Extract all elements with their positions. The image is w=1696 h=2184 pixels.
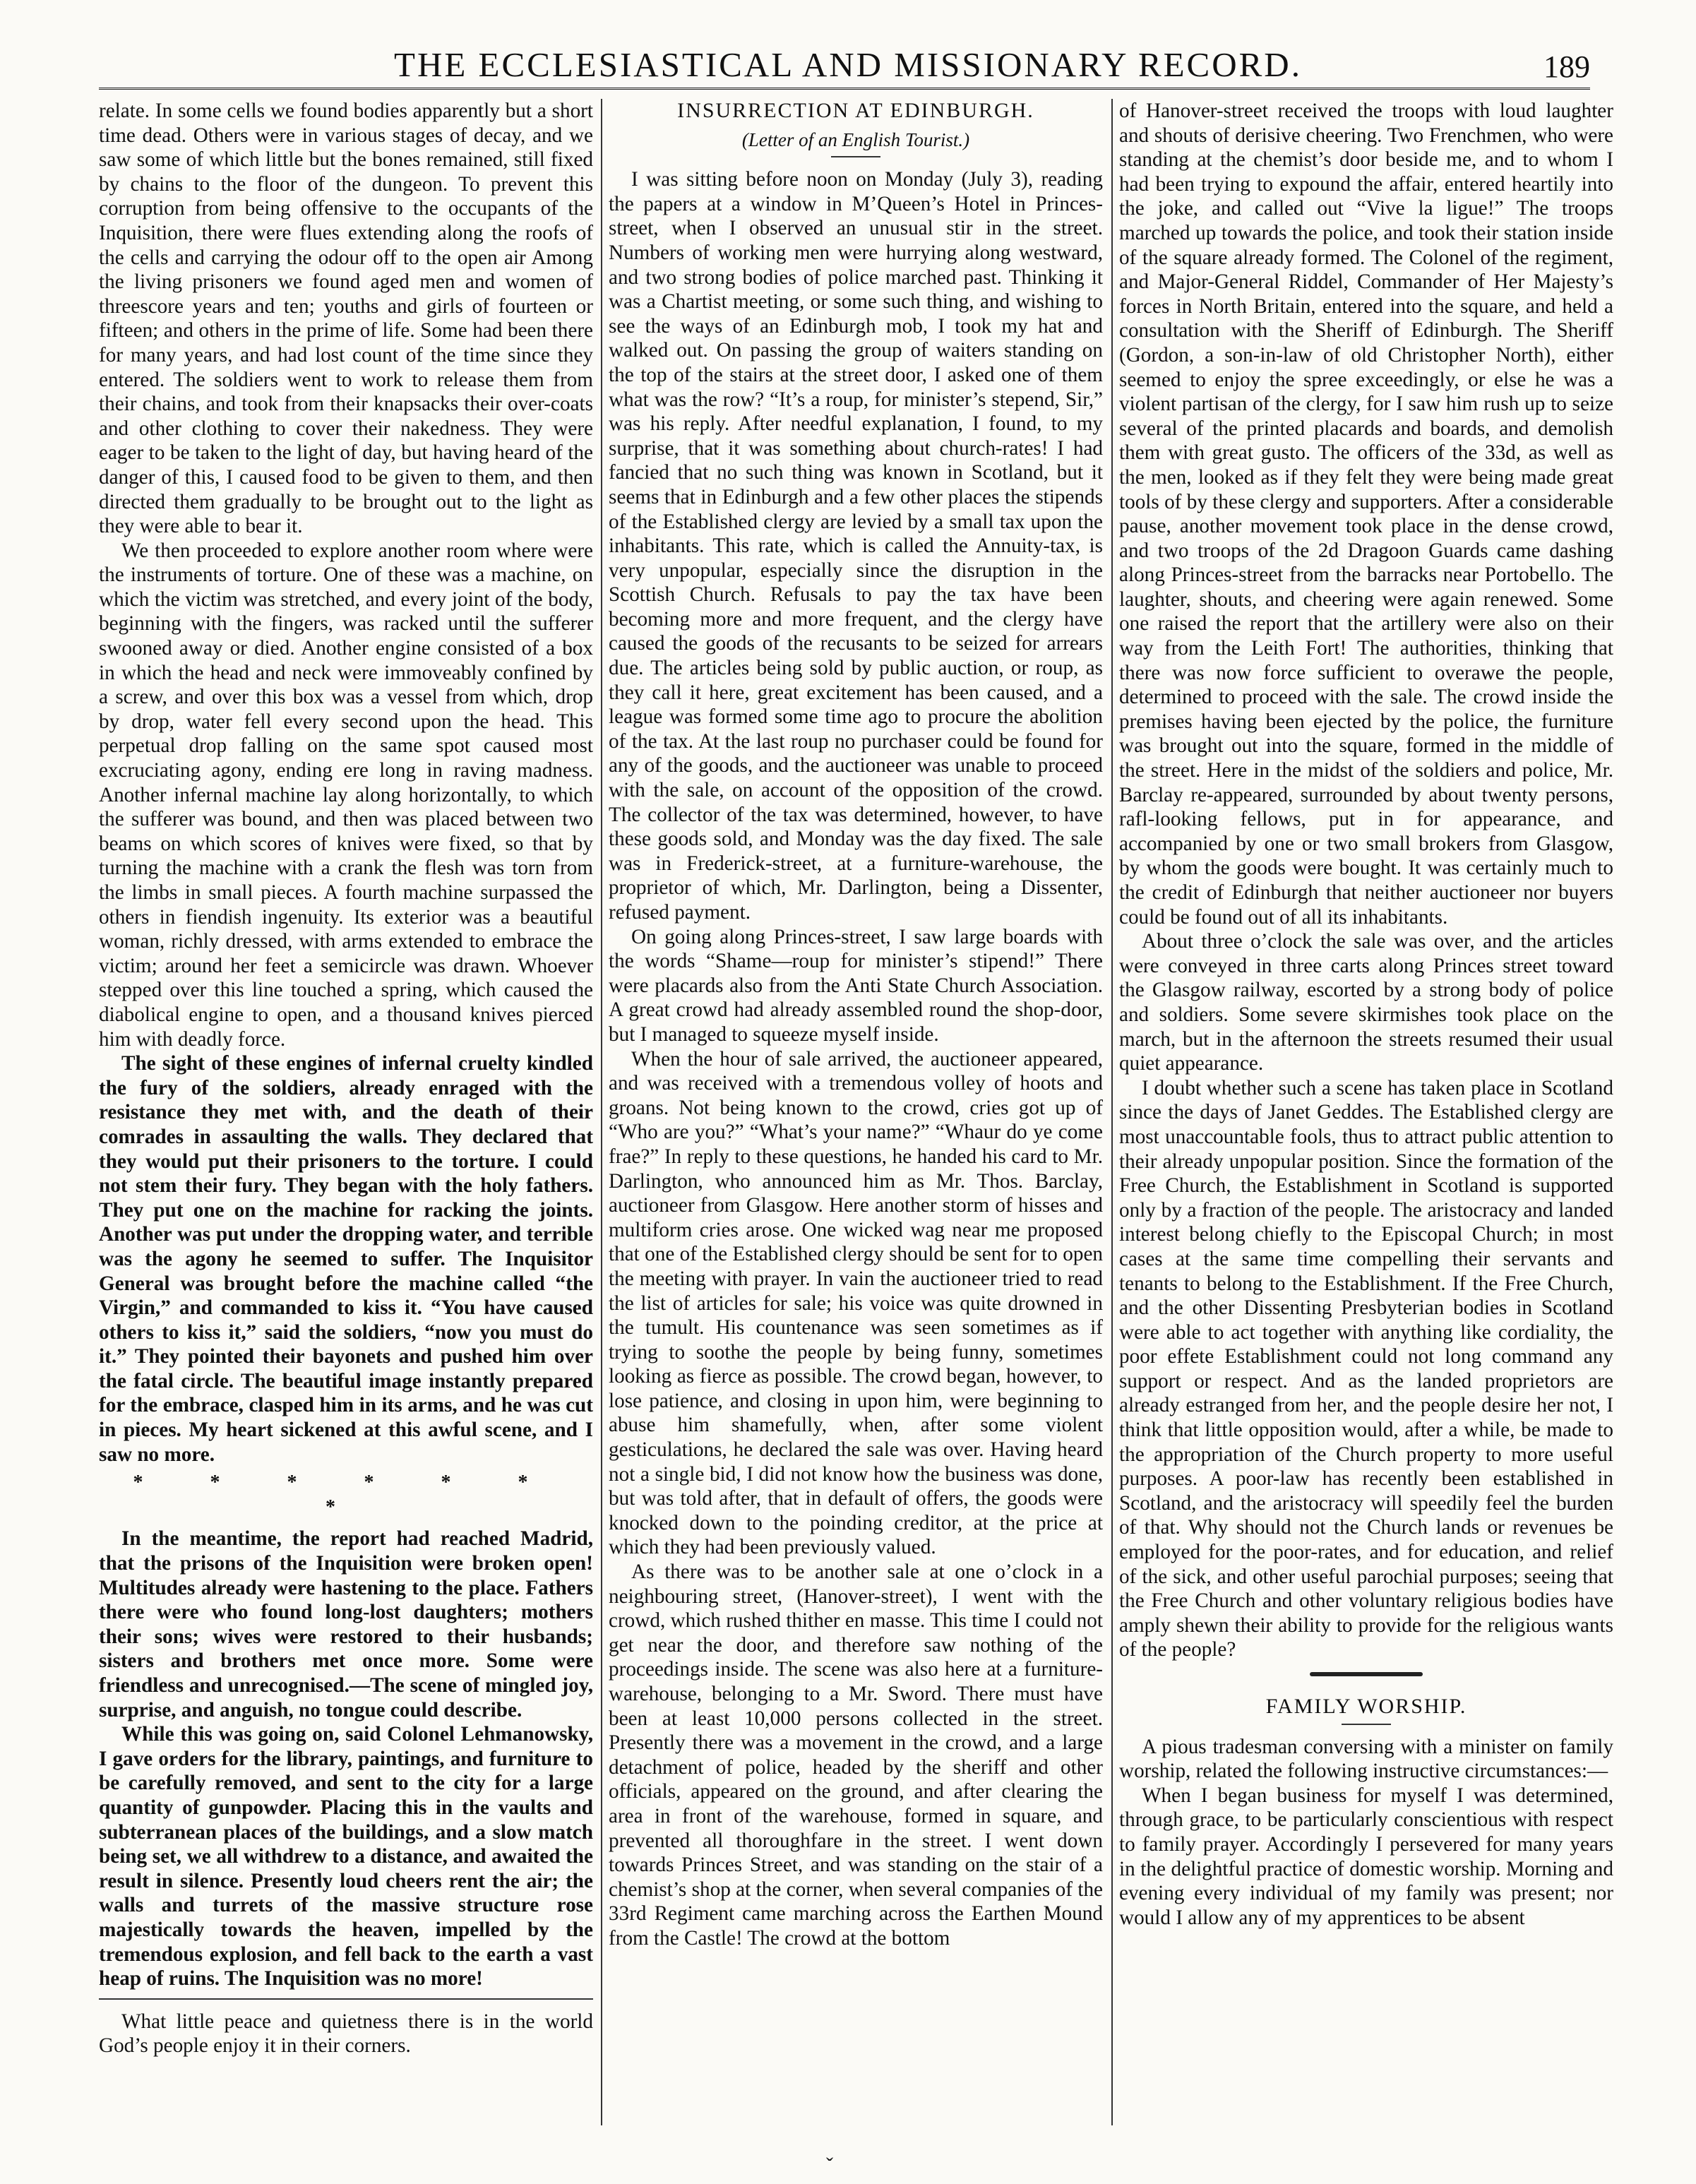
paragraph: I was sitting before noon on Monday (July 3), reading the papers at a window in M’Queen’s Hotel in Princes-street, when I observed an unusual stir in the street. Numbers of working men were hurrying along westward, and two strong bodies of police marched past. Thinking it was a Chartist meeting, or some such thing, and wishing to see the ways of an Edinburgh mob, I took my hat and walked out. On passing the group of waiters standing on the top of the stairs at the street door, I asked one of them what was the row? “It’s a roup, for minister’s stepend, Sir,” was his reply. After needful explanation, I found, to my surprise, that it was something about church-rates! I had fancied that no such thing was known in Scotland, but it seems that in Edinburgh and a few other places the stipends of the Established clergy are levied by a small tax upon the inhabitants. This rate, which is called the Annuity-tax, is very unpopular, especially since the disruption in the Scottish Church. Refusals to pay the tax have been becoming more and more frequent, and the clergy have caused the goods of the recusants to be seized for arrears due. The articles being sold by public auction, or roup, as they call it here, great excitement has been caused, and a league was formed some time ago to procure the abolition of the tax. At the last roup no purchaser could be found for any of the goods, and the auctioneer was unable to proceed with the sale, on account of the opposition of the crowd. The collector of the tax was determined, however, to have these goods sold, and Monday was the day fixed. The sale was in Frederick-street, at a furniture-warehouse, the proprietor of which, Mr. Darlington, being a Dissenter, refused payment. (609, 168, 1103, 924)
article-subheading: (Letter of an English Tourist.) (741, 129, 970, 150)
paragraph: As there was to be another sale at one o’clock in a neighbouring street, (Hanover-street), I went with the crowd, which rushed thither en masse. This time I could not get near the door, and therefore saw nothing of the proceedings inside. The scene was also here at a furniture-warehouse, belonging to a Mr. Sword. There must have been at least 10,000 persons collected in the street. Presently there was a movement in the crowd, and a large detachment of police, headed by the sheriff and other officials, appeared on the ground, and after clearing the area in front of the warehouse, formed in square, and prevented all thoroughfare in the street. I went down towards Princes Street, and was standing on the stair of a chemist’s shop at the corner, when several companies of the 33rd Regiment came marching across the Earthen Mound from the Castle! The crowd at the bottom (609, 1561, 1103, 1950)
paragraph: In the meantime, the report had reached Madrid, that the prisons of the Inquisition were broken open! Multitudes already were hastening to the place. Fathers there were who found long-lost daughters; mothers their sons; wives were restored to their husbands; sisters and brothers met once more. Some were friendless and unrecognised.—The scene of mingled joy, surprise, and anguish, no tongue could describe. (99, 1527, 593, 1721)
page-number: 189 (1543, 49, 1590, 84)
running-title: THE ECCLESIASTICAL AND MISSIONARY RECORD. (394, 45, 1302, 84)
column-rule (1111, 99, 1113, 2125)
article-heading: FAMILY WORSHIP. (1265, 1695, 1467, 1718)
short-rule (1342, 1724, 1391, 1725)
head-rule (99, 88, 1590, 90)
paragraph: of Hanover-street received the troops with loud laughter and shouts of derisive cheering. Two Frenchmen, who were standing at the chemist’s door beside me, and to whom I had been trying to expound the affair, entered heartily into the joke, and called out “Vive la ligue!” The troops marched up towards the police, and took their station inside of the square already formed. The Colonel of the regiment, and Major-General Riddel, Commander of Her Majesty’s forces in North Britain, entered into the square, and held a consultation with the Sheriff of Edinburgh. The Sheriff (Gordon, a son-in-law of old Christopher North), either seemed to enjoy the spree exceedingly, or else he was a violent partisan of the clergy, for I saw him rush up to seize several of the printed placards and boards, and demolish them with great gusto. The officers of the 33d, as well as the men, looked as if they felt they were being made great tools of by these clergy and supporters. After a considerable pause, another movement took place in the dense crowd, and two troops of the 2d Dragoon Guards came dashing along Princes-street from the barracks near Portobello. The laughter, shouts, and cheering were again renewed. Some one raised the report that the artillery were also on their way from the Leith Fort! The authorities, thinking that there was now force sufficient to overawe the people, determined to proceed with the sale. The crowd inside the premises having been ejected by the police, the furniture was brought out into the square, formed in the middle of the street. Here in the midst of the soldiers and police, Mr. Barclay re-appeared, surrounded by about twenty persons, rafl-looking fellows, put in for appearance, and accompanied by one or two small brokers from Glasgow, by whom the goods were bought. It was certainly much to the credit of Edinburgh that neither auctioneer nor buyers could be found out of all its inhabitants. (1119, 100, 1613, 929)
paragraph: On going along Princes-street, I saw large boards with the words “Shame—roup for minister’s stipend!” There were placards also from the Anti State Church Association. A great crowd had already assembled round the shop-door, but I managed to squeeze myself inside. (609, 925, 1103, 1046)
section-rule (99, 1998, 593, 2000)
bottom-mark: ˇ (826, 2154, 833, 2177)
column-left (99, 99, 593, 2125)
column-rule (601, 99, 602, 2125)
paragraph: About three o’clock the sale was over, and the articles were conveyed in three carts along Princes street toward the Glasgow railway, escorted by a strong body of police and soldiers. Some severe skirmishes took place on the march, but in the afternoon the streets resumed their usual quiet appearance. (1119, 930, 1613, 1075)
column-middle (609, 99, 1103, 2125)
paragraph: What little peace and quietness there is in the world God’s people enjoy it in their corners. (99, 2010, 593, 2058)
running-head (106, 35, 1590, 85)
paragraph: While this was going on, said Colonel Lehmanowsky, I gave orders for the library, paintings, and furniture to be carefully removed, and sent to the city for a large quantity of gunpowder. Placing this in the vaults and subterranean places of the buildings, and a slow match being set, we all withdrew to a distance, and awaited the result in silence. Presently loud cheers rent the air; the walls and turrets of the massive structure rose majestically towards the heaven, impelled by the tremendous explosion, and fell back to the earth a vast heap of ruins. The Inquisition was no more! (99, 1723, 593, 1991)
short-rule (831, 156, 880, 157)
column-right (1119, 99, 1613, 2125)
paragraph: The sight of these engines of infernal cruelty kindled the fury of the soldiers, already enraged with the resistance they met with, and the death of their comrades in assaulting the walls. They declared that they would put their prisoners to the torture. I could not stem their fury. They began with the holy fathers. They put one on the machine for racking the joints. Another was put under the dropping water, and terrible was the agony he seemed to suffer. The Inquisitor General was brought before the machine called “the Virgin,” and commanded to kiss it. “You have caused others to kiss it,” said the soldiers, “now you must do it.” They pointed their bayonets and pushed him over the fatal circle. The beautiful image instantly prepared for the embrace, clasped him in its arms, and he was cut in pieces. My heart sickened at this awful scene, and I saw no more. (99, 1052, 593, 1466)
paragraph: When I began business for myself I was determined, through grace, to be particularly conscientious with respect to family prayer. Accordingly I persevered for many years in the delightful practice of domestic worship. Morning and evening every individual of my family was present; nor would I allow any of my apprentices to be absent (1119, 1784, 1613, 1929)
paragraph: When the hour of sale arrived, the auctioneer appeared, and was received with a tremendous volley of hoots and groans. Not being known to the crowd, cries got up of “Who are you?” “What’s your name?” “Whaur do ye come frae?” In reply to these questions, he handed his card to Mr. Darlington, who announced him as Mr. Thos. Barclay, auctioneer from Glasgow. Here another storm of hisses and multiform cries arose. One wicked wag near me proposed that one of the Established clergy should be sent for to open the meeting with prayer. In vain the auctioneer tried to read the list of articles for sale; his voice was quite drowned in the tumult. His countenance was seen sometimes as if trying to soothe the people by being funny, sometimes looking as fierce as possible. The crowd began, however, to lose patience, and closing in upon him, were beginning to abuse him shamefully, when, after some violent gesticulations, he declared the sale was over. Having heard not a single bid, I did not know how the business was done, but was told after, that in default of offers, the goods were knocked down to the poinding creditor, at the price at which they had been previously valued. (609, 1047, 1103, 1559)
paragraph: We then proceeded to explore another room where were the instruments of torture. One of these was a machine, on which the victim was stretched, and every joint of the body, beginning with the fingers, was racked until the sufferer swooned away or died. Another engine consisted of a box in which the head and neck were immoveably confined by a screw, and over this box was a vessel from which, drop by drop, water fell every second upon the head. This perpetual drop falling on the same spot caused most excruciating agony, ending ere long in raving madness. Another infernal machine lay along horizontally, to which the sufferer was bound, and then was placed between two beams on which scores of knives were fixed, so that by turning the machine with a crank the flesh was torn from the limbs in small pieces. A fourth machine surpassed the others in fiendish ingenuity. Its exterior was a beautiful woman, richly dressed, with arms extended to embrace the victim; around her feet a semicircle was drawn. Whoever stepped over this line touched a spring, which caused the diabolical engine to open, and a thousand knives pierced him with deadly force. (99, 539, 593, 1051)
paragraph: I doubt whether such a scene has taken place in Scotland since the days of Janet Geddes. The Established clergy are most unaccountable fools, thus to attract public attention to their already unpopular position. Since the formation of the Free Church, the Establishment in Scotland is supported only by a fraction of the people. The aristocracy and landed interest belong chiefly to the Episcopal Church; in most cases at the same time compelling their servants and tenants to belong to the Establishment. If the Free Church, and the other Dissenting Presbyterian bodies in Scotland were able to act together with anything like cordiality, the poor effete Establishment could not long command any support or respect. And as the landed proprietors are already estranged from her, and the people desire her not, I think that little opposition would, after a while, be made to the appropriation of the Church property to more useful purposes. A poor-law has recently been established in Scotland, and the aristocracy will speedily feel the burden of that. Why should not the Church lands or revenues be employed for the poor-rates, and for education, and relief of the sick, and other useful parochial purposes; seeing that the Free Church and other voluntary religious bodies have amply shewn their ability to provide for the religious wants of the people? (1119, 1076, 1613, 1661)
paragraph: relate. In some cells we found bodies apparently but a short time dead. Others were in various stages of decay, and we saw some of which little but the bones remained, still fixed by chains to the floor of the dungeon. To prevent this corruption from being offensive to the occupants of the Inquisition, there were flues extending along the roofs of the cells and carrying the odour off to the open air Among the living prisoners we found aged men and women of threescore years and ten; youths and girls of fourteen or fifteen; and others in the prime of life. Some had been there for many years, and had lost count of the time since they entered. The soldiers went to work to release them from their chains, and took from their knapsacks their over-coats and other clothing to cover their nakedness. They were eager to be taken to the light of day, but having heard of the danger of this, I caused food to be given to them, and then directed them gradually to be brought out to the light as they were able to bear it. (99, 100, 593, 538)
section-stars: * * * * * * * (133, 1472, 559, 1518)
paragraph: A pious tradesman conversing with a minister on family worship, related the following instructive circumstances:— (1119, 1735, 1613, 1783)
article-heading: INSURRECTION AT EDINBURGH. (677, 99, 1034, 122)
section-rule (1310, 1672, 1423, 1676)
